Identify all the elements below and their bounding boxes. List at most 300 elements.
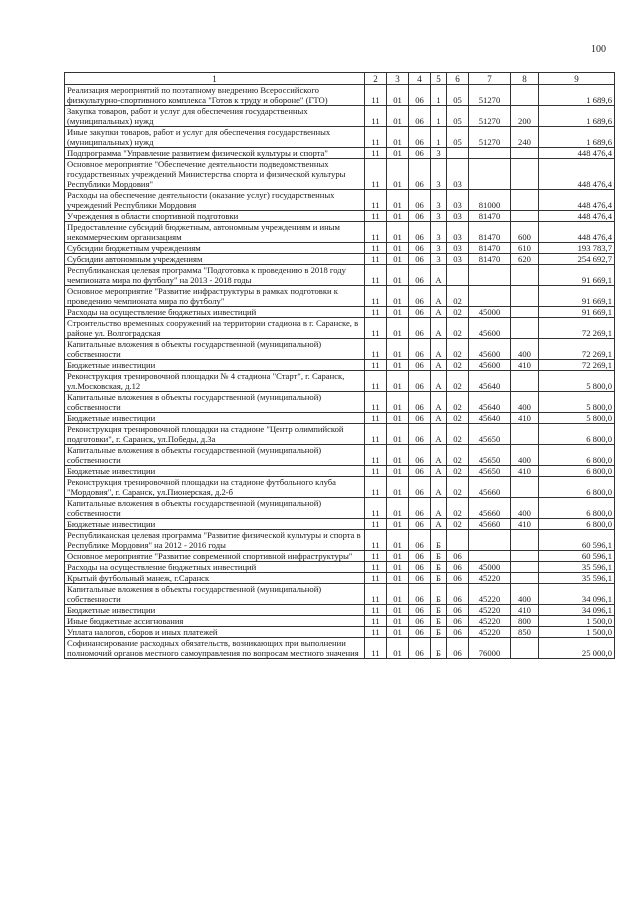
code-subprogram: 06 (409, 551, 431, 562)
code-direction: 81470 (469, 243, 511, 254)
code-program: 01 (387, 254, 409, 265)
row-amount: 72 269,1 (539, 339, 615, 360)
row-name: Софинансирование расходных обязательств, возникающих при выполнении полномочий органов местного самоуправления по вопросам местного значения (65, 638, 365, 659)
row-name: Реконструкция тренировочной площадки № 4 стадиона "Старт", г. Саранск, ул.Московская, д.12 (65, 371, 365, 392)
code-subprogram: 06 (409, 562, 431, 573)
row-amount: 448 476,4 (539, 159, 615, 190)
code-expense-type: 410 (511, 466, 539, 477)
row-name: Расходы на осуществление бюджетных инвестиций (65, 562, 365, 573)
row-name: Бюджетные инвестиции (65, 413, 365, 424)
code-direction: 45650 (469, 424, 511, 445)
code-expense-type (511, 211, 539, 222)
code-direction: 45660 (469, 498, 511, 519)
code-program: 01 (387, 445, 409, 466)
row-name: Строительство временных сооружений на территории стадиона в г. Саранске, в районе ул. Волгоградская (65, 318, 365, 339)
header-row (65, 73, 615, 85)
code-activity: 03 (447, 211, 469, 222)
row-name: Реконструкция тренировочной площадки на стадионе футбольного клуба "Мордовия", г. Саранск, ул.Пионерская, д.2-б (65, 477, 365, 498)
table-row (65, 159, 615, 190)
code-program: 01 (387, 148, 409, 159)
code-activity: 02 (447, 424, 469, 445)
code-section: 11 (365, 424, 387, 445)
code-expense-type: 400 (511, 498, 539, 519)
code-expense-type (511, 530, 539, 551)
code-group: 3 (431, 243, 447, 254)
code-activity: 02 (447, 392, 469, 413)
row-name: Капитальные вложения в объекты государственной (муниципальной) собственности (65, 584, 365, 605)
column-header-3: 3 (387, 73, 409, 85)
code-expense-type (511, 85, 539, 106)
code-expense-type: 400 (511, 339, 539, 360)
row-amount: 5 800,0 (539, 371, 615, 392)
code-subprogram: 06 (409, 498, 431, 519)
code-subprogram: 06 (409, 371, 431, 392)
code-program: 01 (387, 127, 409, 148)
code-activity: 02 (447, 445, 469, 466)
row-name: Субсидии бюджетным учреждениям (65, 243, 365, 254)
code-direction: 45640 (469, 392, 511, 413)
code-subprogram: 06 (409, 106, 431, 127)
code-subprogram: 06 (409, 286, 431, 307)
code-section: 11 (365, 85, 387, 106)
code-group: 1 (431, 127, 447, 148)
code-group: А (431, 392, 447, 413)
code-direction: 45220 (469, 627, 511, 638)
row-amount: 6 800,0 (539, 477, 615, 498)
code-direction (469, 148, 511, 159)
code-section: 11 (365, 605, 387, 616)
code-program: 01 (387, 371, 409, 392)
code-direction: 45220 (469, 605, 511, 616)
table-row (65, 562, 615, 573)
code-group: А (431, 371, 447, 392)
code-group: А (431, 477, 447, 498)
code-activity: 03 (447, 222, 469, 243)
code-direction: 45000 (469, 562, 511, 573)
code-subprogram: 06 (409, 584, 431, 605)
code-expense-type: 410 (511, 360, 539, 371)
row-name: Реализация мероприятий по поэтапному внедрению Всероссийского физкультурно-спортивного комплекса "Готов к труду и обороне" (ГТО) (65, 85, 365, 106)
table-row (65, 477, 615, 498)
code-subprogram: 06 (409, 190, 431, 211)
code-expense-type (511, 318, 539, 339)
code-expense-type (511, 477, 539, 498)
code-activity: 05 (447, 106, 469, 127)
table-row (65, 339, 615, 360)
code-subprogram: 06 (409, 424, 431, 445)
row-amount: 1 689,6 (539, 85, 615, 106)
code-expense-type: 800 (511, 616, 539, 627)
code-subprogram: 06 (409, 573, 431, 584)
code-expense-type (511, 551, 539, 562)
code-direction: 81000 (469, 190, 511, 211)
code-direction: 45650 (469, 445, 511, 466)
code-group: Б (431, 638, 447, 659)
code-expense-type: 850 (511, 627, 539, 638)
code-group: А (431, 286, 447, 307)
code-subprogram: 06 (409, 243, 431, 254)
code-activity: 06 (447, 627, 469, 638)
code-program: 01 (387, 616, 409, 627)
code-program: 01 (387, 286, 409, 307)
table-row (65, 605, 615, 616)
row-name: Расходы на обеспечение деятельности (оказание услуг) государственных учреждений Республики Мордовия (65, 190, 365, 211)
code-program: 01 (387, 551, 409, 562)
code-section: 11 (365, 519, 387, 530)
code-expense-type: 400 (511, 392, 539, 413)
budget-table (64, 72, 615, 659)
code-program: 01 (387, 477, 409, 498)
row-name: Основное мероприятие "Развитие современной спортивной инфраструктуры" (65, 551, 365, 562)
code-group: Б (431, 573, 447, 584)
code-subprogram: 06 (409, 360, 431, 371)
row-name: Крытый футбольный манеж, г.Саранск (65, 573, 365, 584)
row-name: Бюджетные инвестиции (65, 519, 365, 530)
table-row (65, 584, 615, 605)
code-activity: 02 (447, 371, 469, 392)
row-amount: 448 476,4 (539, 148, 615, 159)
code-direction: 81470 (469, 222, 511, 243)
row-amount: 448 476,4 (539, 211, 615, 222)
row-amount: 6 800,0 (539, 466, 615, 477)
code-direction (469, 265, 511, 286)
column-header-4: 4 (409, 73, 431, 85)
row-amount: 60 596,1 (539, 551, 615, 562)
code-activity: 02 (447, 339, 469, 360)
row-amount: 448 476,4 (539, 190, 615, 211)
table-row (65, 190, 615, 211)
code-activity: 05 (447, 127, 469, 148)
code-group: 1 (431, 106, 447, 127)
row-amount: 91 669,1 (539, 265, 615, 286)
code-subprogram: 06 (409, 530, 431, 551)
row-name: Учреждения в области спортивной подготовки (65, 211, 365, 222)
code-subprogram: 06 (409, 265, 431, 286)
code-program: 01 (387, 584, 409, 605)
code-direction (469, 286, 511, 307)
column-header-6: 6 (447, 73, 469, 85)
row-amount: 1 689,6 (539, 127, 615, 148)
code-direction (469, 551, 511, 562)
code-section: 11 (365, 530, 387, 551)
code-section: 11 (365, 222, 387, 243)
code-group: А (431, 360, 447, 371)
code-group: Б (431, 627, 447, 638)
code-section: 11 (365, 159, 387, 190)
code-section: 11 (365, 371, 387, 392)
code-group: А (431, 318, 447, 339)
code-direction: 45660 (469, 477, 511, 498)
code-expense-type (511, 424, 539, 445)
code-subprogram: 06 (409, 85, 431, 106)
code-direction: 45600 (469, 318, 511, 339)
code-section: 11 (365, 627, 387, 638)
table-row (65, 222, 615, 243)
code-expense-type: 410 (511, 519, 539, 530)
code-subprogram: 06 (409, 222, 431, 243)
code-direction (469, 530, 511, 551)
code-expense-type: 410 (511, 605, 539, 616)
code-activity: 02 (447, 360, 469, 371)
code-section: 11 (365, 339, 387, 360)
code-section: 11 (365, 573, 387, 584)
code-activity: 06 (447, 605, 469, 616)
code-expense-type (511, 638, 539, 659)
row-name: Республиканская целевая программа "Подготовка к проведению в 2018 году чемпионата мира по футболу" на 2013 - 2018 годы (65, 265, 365, 286)
code-direction: 45640 (469, 413, 511, 424)
column-header-5: 5 (431, 73, 447, 85)
code-program: 01 (387, 424, 409, 445)
table-row (65, 360, 615, 371)
code-group: А (431, 307, 447, 318)
code-subprogram: 06 (409, 616, 431, 627)
row-amount: 6 800,0 (539, 519, 615, 530)
code-expense-type (511, 148, 539, 159)
code-subprogram: 06 (409, 307, 431, 318)
row-name: Расходы на осуществление бюджетных инвестиций (65, 307, 365, 318)
code-direction: 76000 (469, 638, 511, 659)
row-amount: 35 596,1 (539, 573, 615, 584)
code-activity (447, 148, 469, 159)
code-expense-type (511, 159, 539, 190)
page-number: 100 (591, 44, 606, 55)
code-group: А (431, 445, 447, 466)
table-body (65, 85, 615, 659)
code-expense-type (511, 573, 539, 584)
code-program: 01 (387, 190, 409, 211)
code-program: 01 (387, 413, 409, 424)
table-row (65, 519, 615, 530)
row-amount: 34 096,1 (539, 584, 615, 605)
column-header-1: 1 (65, 73, 365, 85)
code-activity: 03 (447, 243, 469, 254)
code-subprogram: 06 (409, 148, 431, 159)
code-program: 01 (387, 562, 409, 573)
code-subprogram: 06 (409, 477, 431, 498)
code-program: 01 (387, 211, 409, 222)
code-section: 11 (365, 551, 387, 562)
code-program: 01 (387, 627, 409, 638)
row-name: Подпрограмма "Управление развитием физической культуры и спорта" (65, 148, 365, 159)
code-program: 01 (387, 318, 409, 339)
table-row (65, 127, 615, 148)
code-group: Б (431, 605, 447, 616)
row-amount: 448 476,4 (539, 222, 615, 243)
code-program: 01 (387, 265, 409, 286)
code-direction: 45600 (469, 339, 511, 360)
code-expense-type: 400 (511, 584, 539, 605)
code-expense-type (511, 307, 539, 318)
code-activity: 03 (447, 190, 469, 211)
row-name: Капитальные вложения в объекты государственной (муниципальной) собственности (65, 392, 365, 413)
row-amount: 34 096,1 (539, 605, 615, 616)
code-program: 01 (387, 638, 409, 659)
row-amount: 25 000,0 (539, 638, 615, 659)
code-activity: 02 (447, 307, 469, 318)
row-name: Основное мероприятие "Обеспечение деятельности подведомственных государственных учреждений Министерства спорта и физической культуры Республики Мордовия" (65, 159, 365, 190)
code-group: 3 (431, 222, 447, 243)
table-row (65, 413, 615, 424)
code-group: Б (431, 584, 447, 605)
code-expense-type: 240 (511, 127, 539, 148)
column-header-7: 7 (469, 73, 511, 85)
code-subprogram: 06 (409, 254, 431, 265)
row-amount: 72 269,1 (539, 360, 615, 371)
code-expense-type: 200 (511, 106, 539, 127)
code-group: А (431, 265, 447, 286)
column-header-2: 2 (365, 73, 387, 85)
code-direction: 45660 (469, 519, 511, 530)
row-amount: 72 269,1 (539, 318, 615, 339)
code-activity (447, 265, 469, 286)
code-direction: 45220 (469, 616, 511, 627)
code-subprogram: 06 (409, 466, 431, 477)
code-section: 11 (365, 318, 387, 339)
code-section: 11 (365, 190, 387, 211)
row-amount: 5 800,0 (539, 413, 615, 424)
code-activity: 06 (447, 573, 469, 584)
code-subprogram: 06 (409, 159, 431, 190)
table-row (65, 498, 615, 519)
code-activity: 02 (447, 466, 469, 477)
code-section: 11 (365, 466, 387, 477)
code-activity: 02 (447, 413, 469, 424)
table-row (65, 243, 615, 254)
code-activity: 06 (447, 638, 469, 659)
code-activity: 03 (447, 159, 469, 190)
table-row (65, 371, 615, 392)
column-header-9: 9 (539, 73, 615, 85)
code-activity: 02 (447, 318, 469, 339)
row-amount: 6 800,0 (539, 424, 615, 445)
code-section: 11 (365, 445, 387, 466)
code-activity: 03 (447, 254, 469, 265)
code-group: А (431, 466, 447, 477)
code-subprogram: 06 (409, 392, 431, 413)
column-header-8: 8 (511, 73, 539, 85)
code-group: А (431, 413, 447, 424)
table-row (65, 530, 615, 551)
code-direction: 45650 (469, 466, 511, 477)
row-amount: 1 689,6 (539, 106, 615, 127)
code-section: 11 (365, 127, 387, 148)
code-program: 01 (387, 339, 409, 360)
code-subprogram: 06 (409, 339, 431, 360)
table-row (65, 551, 615, 562)
code-section: 11 (365, 243, 387, 254)
table-row (65, 392, 615, 413)
code-program: 01 (387, 222, 409, 243)
code-section: 11 (365, 498, 387, 519)
code-expense-type (511, 371, 539, 392)
code-program: 01 (387, 243, 409, 254)
code-group: 3 (431, 159, 447, 190)
row-name: Капитальные вложения в объекты государственной (муниципальной) собственности (65, 339, 365, 360)
row-amount: 6 800,0 (539, 445, 615, 466)
code-expense-type: 400 (511, 445, 539, 466)
code-program: 01 (387, 573, 409, 584)
code-program: 01 (387, 360, 409, 371)
code-program: 01 (387, 85, 409, 106)
code-activity: 06 (447, 551, 469, 562)
table-row (65, 254, 615, 265)
code-expense-type (511, 562, 539, 573)
row-name: Бюджетные инвестиции (65, 605, 365, 616)
code-direction: 45220 (469, 584, 511, 605)
code-direction (469, 159, 511, 190)
row-name: Республиканская целевая программа "Развитие физической культуры и спорта в Республике Мордовия" на 2012 - 2016 годы (65, 530, 365, 551)
code-group: 3 (431, 148, 447, 159)
row-name: Бюджетные инвестиции (65, 360, 365, 371)
code-section: 11 (365, 360, 387, 371)
code-expense-type: 600 (511, 222, 539, 243)
code-section: 11 (365, 211, 387, 222)
row-name: Бюджетные инвестиции (65, 466, 365, 477)
row-name: Предоставление субсидий бюджетным, автономным учреждениям и иным некоммерческим организациям (65, 222, 365, 243)
table-row (65, 466, 615, 477)
row-amount: 91 669,1 (539, 307, 615, 318)
code-subprogram: 06 (409, 413, 431, 424)
code-direction: 45640 (469, 371, 511, 392)
code-group: Б (431, 530, 447, 551)
code-direction: 81470 (469, 254, 511, 265)
code-activity: 06 (447, 562, 469, 573)
table-row (65, 424, 615, 445)
code-subprogram: 06 (409, 638, 431, 659)
code-activity: 05 (447, 85, 469, 106)
code-subprogram: 06 (409, 318, 431, 339)
row-name: Уплата налогов, сборов и иных платежей (65, 627, 365, 638)
code-activity: 06 (447, 616, 469, 627)
code-activity: 02 (447, 498, 469, 519)
code-group: 3 (431, 190, 447, 211)
row-amount: 193 783,7 (539, 243, 615, 254)
code-group: 3 (431, 254, 447, 265)
table-row (65, 445, 615, 466)
code-activity: 02 (447, 477, 469, 498)
code-group: Б (431, 616, 447, 627)
code-direction: 81470 (469, 211, 511, 222)
table-row (65, 638, 615, 659)
table-row (65, 148, 615, 159)
code-direction: 45220 (469, 573, 511, 584)
table-row (65, 573, 615, 584)
code-subprogram: 06 (409, 605, 431, 616)
code-group: А (431, 339, 447, 360)
table-row (65, 85, 615, 106)
row-amount: 6 800,0 (539, 498, 615, 519)
code-program: 01 (387, 307, 409, 318)
table-row (65, 211, 615, 222)
code-group: Б (431, 562, 447, 573)
row-name: Основное мероприятие "Развитие инфраструктуры в рамках подготовки к проведению чемпионата мира по футболу" (65, 286, 365, 307)
code-direction: 51270 (469, 85, 511, 106)
code-program: 01 (387, 605, 409, 616)
row-amount: 1 500,0 (539, 616, 615, 627)
code-section: 11 (365, 392, 387, 413)
code-group: 1 (431, 85, 447, 106)
code-section: 11 (365, 148, 387, 159)
code-section: 11 (365, 477, 387, 498)
row-name: Субсидии автономным учреждениям (65, 254, 365, 265)
code-program: 01 (387, 106, 409, 127)
code-program: 01 (387, 498, 409, 519)
code-section: 11 (365, 106, 387, 127)
table-row (65, 286, 615, 307)
code-subprogram: 06 (409, 627, 431, 638)
code-program: 01 (387, 466, 409, 477)
code-program: 01 (387, 392, 409, 413)
